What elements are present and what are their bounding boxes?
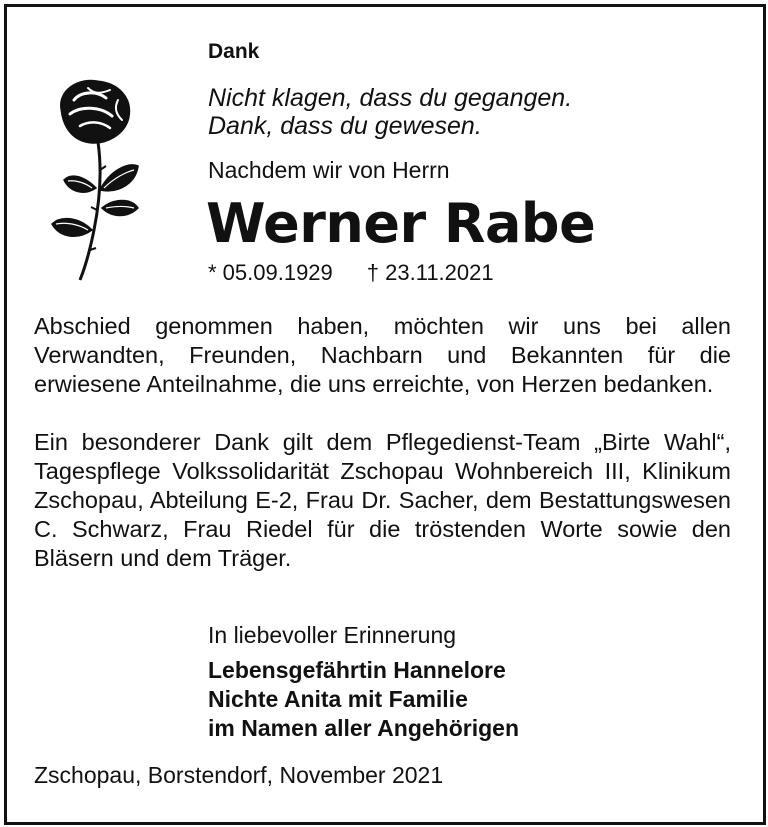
- place-and-date: Zschopau, Borstendorf, November 2021: [34, 762, 444, 788]
- quote-line-1: Nicht klagen, dass du gegangen.: [208, 84, 573, 112]
- signatory-line: Nichte Anita mit Familie: [208, 686, 468, 712]
- signatory-line: Lebensgefährtin Hannelore: [208, 657, 506, 683]
- death-date: † 23.11.2021: [366, 260, 494, 285]
- intro-text: Nachdem wir von Herrn: [208, 157, 450, 183]
- signatories: [208, 656, 519, 743]
- body-paragraph-1: Abschied genommen haben, möchten wir uns bei allen Verwandten, Freunden, Nachbarn und Bekannten für die erwiesene Anteilnahme, die uns erreichte, von Herzen bedanken.: [34, 313, 731, 397]
- rose-icon: [40, 70, 150, 285]
- quote-line-2: Dank, dass du gewesen.: [208, 112, 482, 140]
- memorial-quote: [208, 84, 572, 140]
- signatory-line: im Namen aller Angehörigen: [208, 715, 519, 741]
- body-paragraph-2: Ein besonderer Dank gilt dem Pflegedienst-Team „Birte Wahl“, Tagespflege Volkssolidarität Zschopau Wohnbereich III, Klinikum Zschopau, Abteilung E-2, Frau Dr. Sacher, dem Bestattungswesen C. Schwarz, Frau Riedel für die tröstenden Worte sowie den Bläsern und dem Träger.: [34, 429, 731, 571]
- memory-line: In liebevoller Erinnerung: [208, 622, 457, 648]
- notice-title: Dank: [208, 40, 260, 63]
- deceased-name: Werner Rabe: [206, 192, 596, 255]
- life-dates: [208, 260, 494, 286]
- birth-date: * 05.09.1929: [208, 260, 333, 285]
